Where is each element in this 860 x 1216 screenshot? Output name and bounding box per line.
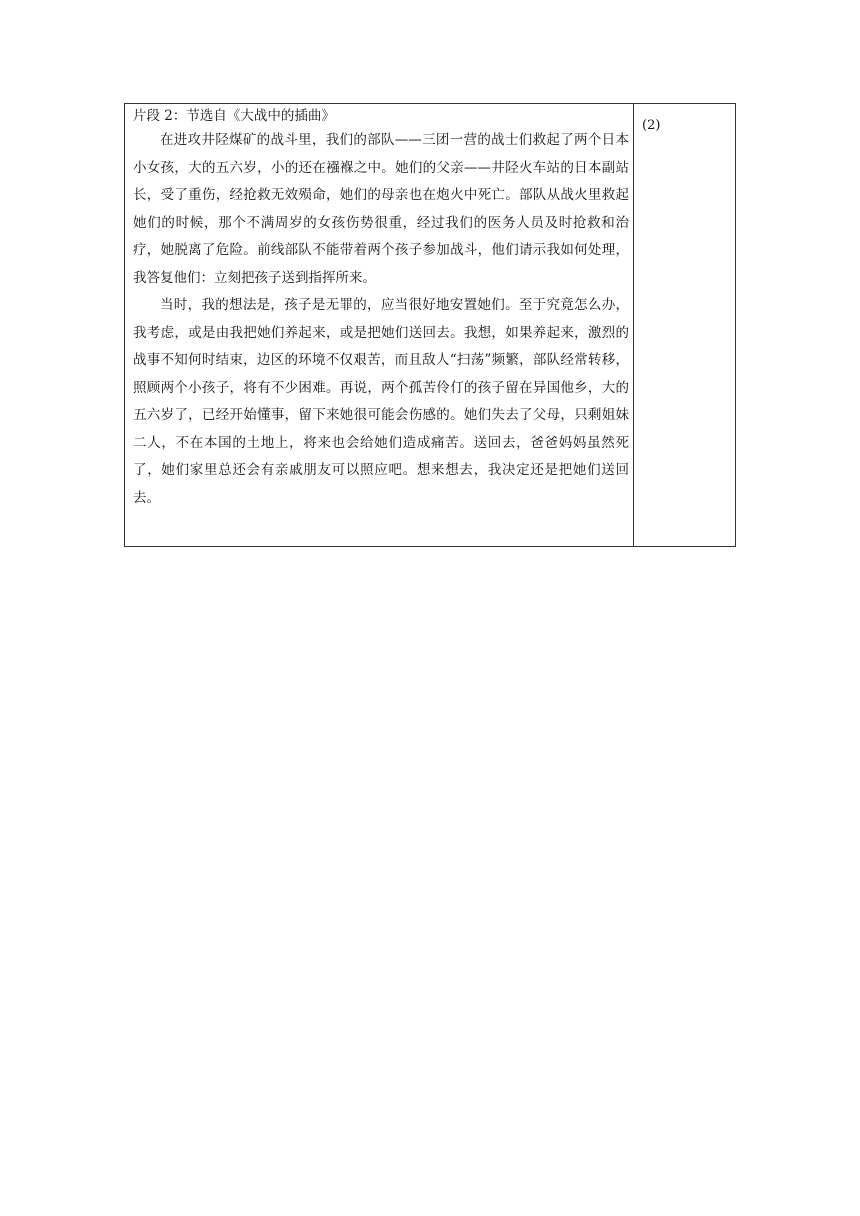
passage-paragraph-1: 在进攻井陉煤矿的战斗里，我们的部队——三团一营的战士们救起了两个日本小女孩，大的五六岁，小的还在襁褓之中。她们的父亲——井陉火车站的日本副站长，受了重伤，经抢救无效殒命，她们的母亲也在炮火中死亡。部队从战火里救起她们的时候，那个不满周岁的女孩伤势很重，经过我们的医务人员及时抢救和治疗，她脱离了危险。前线部队不能带着两个孩子参加战斗，他们请示我如何处理，我答复他们：立刻把孩子送到指挥所来。 xyxy=(133,132,629,286)
passage-table xyxy=(124,103,736,547)
question-cell xyxy=(634,104,735,546)
passage-heading: 片段 2：节选自《大战中的插曲》 xyxy=(133,108,335,124)
question-number: (2) xyxy=(642,118,661,133)
passage-cell xyxy=(125,104,634,546)
passage-paragraph-2: 当时，我的想法是，孩子是无罪的，应当很好地安置她们。至于究竟怎么办，我考虑，或是由我把她们养起来，或是把她们送回去。我想，如果养起来，激烈的战事不知何时结束，边区的环境不仅艰苦，而且敌人“扫荡”频繁，部队经常转移，照顾两个小孩子，将有不少困难。再说，两个孤苦伶仃的孩子留在异国他乡，大的五六岁了，已经开始懂事，留下来她很可能会伤感的。她们失去了父母，只剩姐妹二人，不在本国的土地上，将来也会给她们造成痛苦。送回去，爸爸妈妈虽然死了，她们家里总还会有亲戚朋友可以照应吧。想来想去，我决定还是把她们送回去。 xyxy=(133,297,629,506)
